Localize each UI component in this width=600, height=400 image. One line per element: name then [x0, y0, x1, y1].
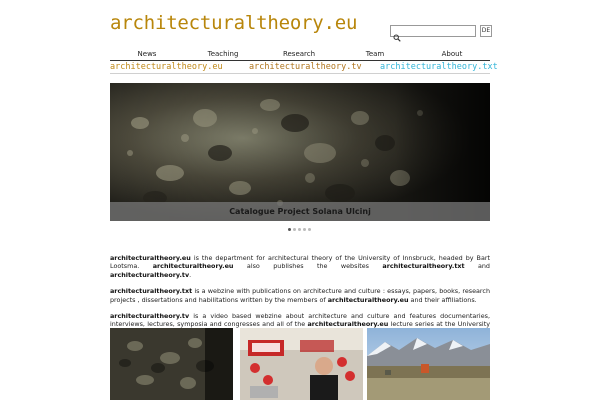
slider-dot[interactable]	[293, 228, 296, 231]
subsite-link-tv[interactable]: architecturaltheory.tv	[249, 62, 362, 72]
site-link[interactable]: architecturaltheory.eu	[327, 295, 409, 304]
site-logo[interactable]: architecturaltheory.eu	[110, 12, 358, 34]
slider-dot[interactable]	[303, 228, 306, 231]
intro-paragraph: architecturaltheory.txt is a webzine with publications on architecture and culture : essays, papers, books, research projects , dissertations and habilitations written by the members of architecturaltheory.eu and their affiliations.	[110, 287, 490, 304]
slider-dot[interactable]	[288, 228, 291, 231]
slide-image	[110, 83, 490, 221]
search-box[interactable]	[390, 25, 476, 37]
slider-dot[interactable]	[298, 228, 301, 231]
subsite-link-eu[interactable]: architecturaltheory.eu	[110, 62, 223, 72]
site-link[interactable]: architecturaltheory.tv	[110, 312, 190, 321]
thumbnail-grid	[0, 328, 600, 400]
main-nav	[110, 48, 490, 61]
search-input[interactable]	[401, 27, 475, 35]
thumbnail-image	[240, 328, 363, 400]
intro-paragraph: architecturaltheory.eu is the department for architectural theory of the University of Innsbruck, headed by Bart Lootsma. architecturaltheory.eu also publishes the websites architecturaltheory.txt and architecturaltheory.tv.	[110, 254, 490, 279]
thumbnail-image	[110, 328, 233, 400]
site-link[interactable]: architecturaltheory.tv	[110, 270, 190, 279]
nav-item-team[interactable]: Team	[365, 50, 385, 58]
site-link[interactable]: architecturaltheory.eu	[152, 262, 234, 271]
nav-item-about[interactable]: About	[441, 50, 463, 58]
thumbnail-card[interactable]	[110, 328, 233, 400]
site-link[interactable]: architecturaltheory.eu	[307, 320, 389, 329]
intro-paragraph: architecturaltheory.tv is a video based webzine about architecture and culture and features documentaries, interviews, lectures, symposia and congresses and all of the architecturaltheory.eu lecture series at the University	[110, 312, 490, 329]
nav-item-research[interactable]: Research	[282, 50, 316, 58]
slider-dot[interactable]	[308, 228, 311, 231]
divider	[110, 73, 490, 74]
subsite-link-txt[interactable]: architecturaltheory.txt	[380, 62, 498, 72]
site-link[interactable]: architecturaltheory.eu	[110, 254, 191, 262]
thumbnail-image	[367, 328, 490, 400]
language-switch-button[interactable]: DE	[480, 25, 492, 37]
subsite-links	[0, 61, 600, 73]
site-link[interactable]: architecturaltheory.txt	[110, 287, 193, 296]
image-slider[interactable]	[110, 83, 490, 221]
thumbnail-card[interactable]	[240, 328, 363, 400]
search-icon	[393, 27, 401, 35]
thumbnail-card[interactable]	[367, 328, 490, 400]
site-link[interactable]: architecturaltheory.txt	[382, 262, 465, 271]
slide-caption[interactable]: Catalogue Project Solana Ulcinj	[110, 202, 490, 221]
slider-pagination	[288, 228, 311, 233]
nav-item-teaching[interactable]: Teaching	[207, 50, 239, 58]
nav-item-news[interactable]: News	[137, 50, 157, 58]
